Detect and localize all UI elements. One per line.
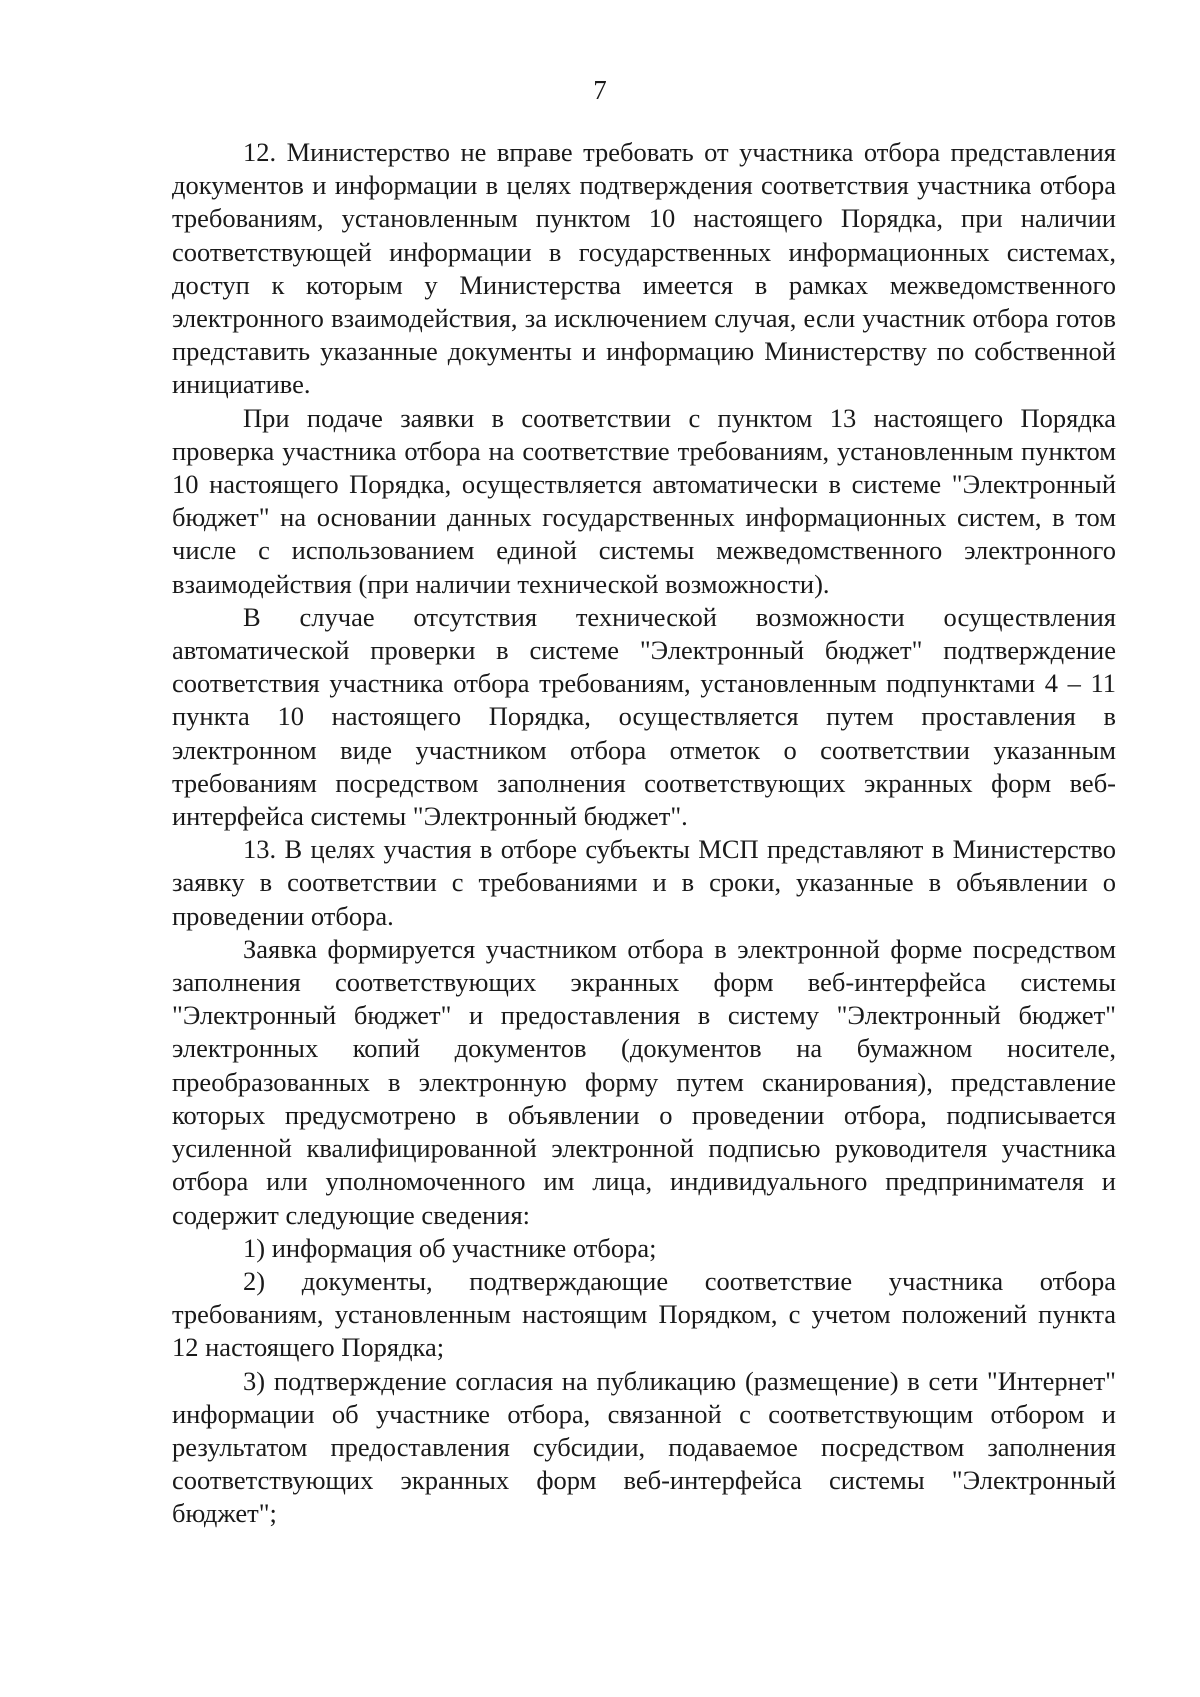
page-number: 7 <box>593 75 607 105</box>
paragraph-item-12: 12. Министерство не вправе требовать от участника отбора представления документов и информации в целях подтверждения соответствия участника отбора требованиям, установленным пунктом 10 настоящего Порядка, при наличии соответствующей информации в государственных информационных системах, доступ к которым у Министерства имеется в рамках межведомственного электронного взаимодействия, за исключением случая, если участник отбора готов представить указанные документы и информацию Министерству по собственной инициативе. <box>172 137 1116 400</box>
paragraph-auto-check: При подаче заявки в соответствии с пунктом 13 настоящего Порядка проверка участника отбора на соответствие требованиям, установленным пунктом 10 настоящего Порядка, осуществляется автоматически в системе "Электронный бюджет" на основании данных государственных информационных систем, в том числе с использованием единой системы межведомственного электронного взаимодействия (при наличии технической возможности). <box>172 402 1116 599</box>
list-item-3: 3) подтверждение согласия на публикацию (размещение) в сети "Интернет" информации об участнике отбора, связанной с соответствующим отбором и результатом предоставления субсидии, подаваемое посредством заполнения соответствующих экранных форм веб-интерфейса системы "Электронный бюджет"; <box>172 1365 1116 1529</box>
list-item-1: 1) информация об участнике отбора; <box>243 1232 657 1263</box>
paragraph-item-13: 13. В целях участия в отборе субъекты МСП представляют в Министерство заявку в соответствии с требованиями и в сроки, указанные в объявлении о проведении отбора. <box>172 834 1116 931</box>
document-body <box>172 136 1116 1531</box>
list-item-2: 2) документы, подтверждающие соответствие участника отбора требованиям, установленным настоящим Порядком, с учетом положений пункта 12 настоящего Порядка; <box>172 1265 1116 1363</box>
paragraph-application-form: Заявка формируется участником отбора в электронной форме посредством заполнения соответствующих экранных форм веб-интерфейса системы "Электронный бюджет" и предоставления в систему "Электронный бюджет" электронных копий документов (документов на бумажном носителе, преобразованных в электронную форму путем сканирования), представление которых предусмотрено в объявлении о проведении отбора, подписывается усиленной квалифицированной электронной подписью руководителя участника отбора или уполномоченного им лица, индивидуального предпринимателя и содержит следующие сведения: <box>172 933 1116 1230</box>
paragraph-manual-check: В случае отсутствия технической возможности осуществления автоматической проверки в системе "Электронный бюджет" подтверждение соответствия участника отбора требованиям, установленным подпунктами 4 – 11 пункта 10 настоящего Порядка, осуществляется путем проставления в электронном виде участником отбора отметок о соответствии указанным требованиям посредством заполнения соответствующих экранных форм веб-интерфейса системы "Электронный бюджет". <box>172 601 1116 832</box>
